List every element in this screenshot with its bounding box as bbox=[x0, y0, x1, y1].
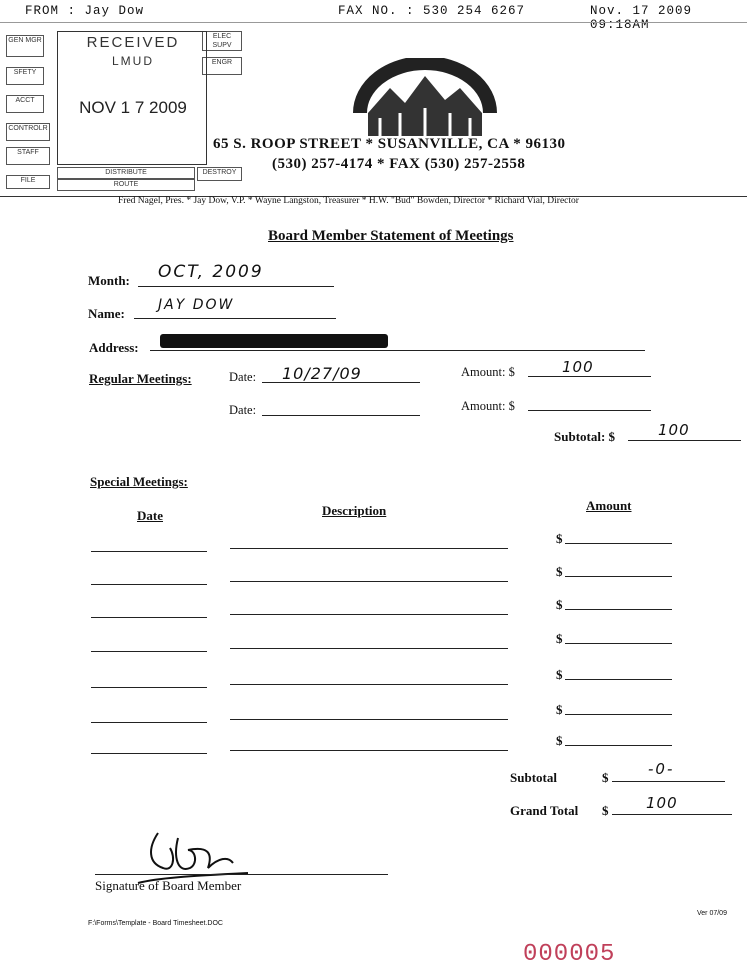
special-description-line bbox=[230, 581, 508, 582]
special-amount-line bbox=[565, 679, 672, 680]
special-description-line bbox=[230, 684, 508, 685]
regular-amount-value: 100 bbox=[562, 358, 594, 376]
special-amount-dollar: $ bbox=[556, 564, 563, 579]
stamp-org: LMUD bbox=[111, 54, 154, 68]
special-amount-dollar: $ bbox=[556, 597, 563, 612]
special-description-line bbox=[230, 614, 508, 615]
special-amount-line bbox=[565, 609, 672, 610]
address-line bbox=[150, 350, 645, 351]
stamp-cell: ELEC SUPV bbox=[202, 31, 242, 51]
special-amount-dollar: $ bbox=[556, 531, 563, 546]
col-date-header: Date bbox=[137, 508, 163, 523]
stamp-cell: DESTROY bbox=[197, 167, 242, 181]
stamp-center-box bbox=[57, 31, 207, 165]
grand-total-line bbox=[612, 814, 732, 815]
special-subtotal-label: Subtotal bbox=[510, 770, 557, 785]
special-amount-line bbox=[565, 543, 672, 544]
fax-datetime: Nov. 17 2009 09:18AM bbox=[590, 4, 693, 32]
special-meetings-label: Special Meetings: bbox=[90, 474, 188, 489]
name-line bbox=[134, 318, 336, 319]
board-officers: Fred Nagel, Pres. * Jay Dow, V.P. * Wayne Langston, Treasurer * H.W. "Bud" Bowden, Director * Richard Vial, Director bbox=[118, 196, 579, 206]
signature-label: Signature of Board Member bbox=[95, 878, 242, 893]
name-value: JAY DOW bbox=[158, 297, 235, 313]
regular-amount-label: Amount: $ bbox=[461, 365, 515, 379]
address-redaction bbox=[160, 334, 388, 348]
signature-line bbox=[95, 874, 388, 875]
regular-subtotal-line bbox=[628, 440, 741, 441]
special-description-line bbox=[230, 750, 508, 751]
regular-amount-line bbox=[528, 376, 651, 377]
stamp-cell: ACCT bbox=[6, 95, 44, 113]
stamp-cell: FILE bbox=[6, 175, 50, 189]
special-date-line bbox=[91, 551, 207, 552]
special-description-line bbox=[230, 548, 508, 549]
special-amount-dollar: $ bbox=[556, 733, 563, 748]
form-title: Board Member Statement of Meetings bbox=[268, 228, 514, 244]
special-amount-line bbox=[565, 643, 672, 644]
stamp-date: NOV 1 7 2009 bbox=[79, 98, 187, 117]
special-date-line bbox=[91, 753, 207, 754]
received-stamp bbox=[2, 27, 245, 192]
fax-number: FAX NO. : 530 254 6267 bbox=[338, 4, 526, 18]
name-label: Name: bbox=[88, 306, 125, 321]
special-subtotal-dollar: $ bbox=[602, 770, 609, 785]
special-subtotal-line bbox=[612, 781, 725, 782]
fax-from: FROM : Jay Dow bbox=[25, 4, 145, 18]
regular-date-line bbox=[262, 415, 420, 416]
regular-date-label: Date: bbox=[229, 403, 257, 417]
address-label: Address: bbox=[89, 340, 139, 355]
special-date-line bbox=[91, 722, 207, 723]
col-amount-header: Amount bbox=[586, 498, 632, 513]
regular-date-value: 10/27/09 bbox=[282, 364, 362, 383]
special-amount-dollar: $ bbox=[556, 667, 563, 682]
regular-subtotal-value: 100 bbox=[658, 421, 690, 439]
stamp-route: ROUTE bbox=[57, 179, 195, 191]
stamp-cell: SFETY bbox=[6, 67, 44, 85]
special-subtotal-value: -0- bbox=[648, 760, 675, 778]
special-description-line bbox=[230, 719, 508, 720]
regular-date-label: Date: bbox=[229, 370, 257, 384]
regular-meetings-label: Regular Meetings: bbox=[89, 371, 192, 386]
letterhead-phone: (530) 257-4174 * FAX (530) 257-2558 bbox=[272, 156, 526, 172]
fax-header-divider bbox=[0, 22, 747, 23]
special-date-line bbox=[91, 687, 207, 688]
special-amount-line bbox=[565, 714, 672, 715]
stamp-distribute: DISTRIBUTE bbox=[57, 167, 195, 179]
regular-subtotal-label: Subtotal: $ bbox=[554, 429, 616, 444]
grand-total-dollar: $ bbox=[602, 803, 609, 818]
letterhead-address: 65 S. ROOP STREET * SUSANVILLE, CA * 96130 bbox=[213, 136, 566, 152]
stamp-cell: ENGR bbox=[202, 57, 242, 75]
regular-amount-line bbox=[528, 410, 651, 411]
special-date-line bbox=[91, 651, 207, 652]
stamp-received: RECEIVED bbox=[86, 34, 180, 51]
special-description-line bbox=[230, 648, 508, 649]
special-date-line bbox=[91, 617, 207, 618]
grand-total-value: 100 bbox=[646, 794, 678, 812]
month-line bbox=[138, 286, 334, 287]
month-label: Month: bbox=[88, 273, 130, 288]
file-path: F:\Forms\Template - Board Timesheet.DOC bbox=[88, 920, 223, 927]
special-amount-dollar: $ bbox=[556, 702, 563, 717]
col-description-header: Description bbox=[322, 503, 387, 518]
district-logo bbox=[350, 58, 500, 138]
regular-amount-label: Amount: $ bbox=[461, 399, 515, 413]
stamp-cell: STAFF bbox=[6, 147, 50, 165]
special-amount-line bbox=[565, 745, 672, 746]
special-amount-line bbox=[565, 576, 672, 577]
stamp-cell: GEN MGR bbox=[6, 35, 44, 57]
special-amount-dollar: $ bbox=[556, 631, 563, 646]
page-number: 000005 bbox=[523, 941, 616, 968]
stamp-cell: CONTROLR bbox=[6, 123, 50, 141]
grand-total-label: Grand Total bbox=[510, 803, 579, 818]
month-value: OCT, 2009 bbox=[158, 262, 264, 282]
form-version: Ver 07/09 bbox=[697, 910, 727, 917]
special-date-line bbox=[91, 584, 207, 585]
